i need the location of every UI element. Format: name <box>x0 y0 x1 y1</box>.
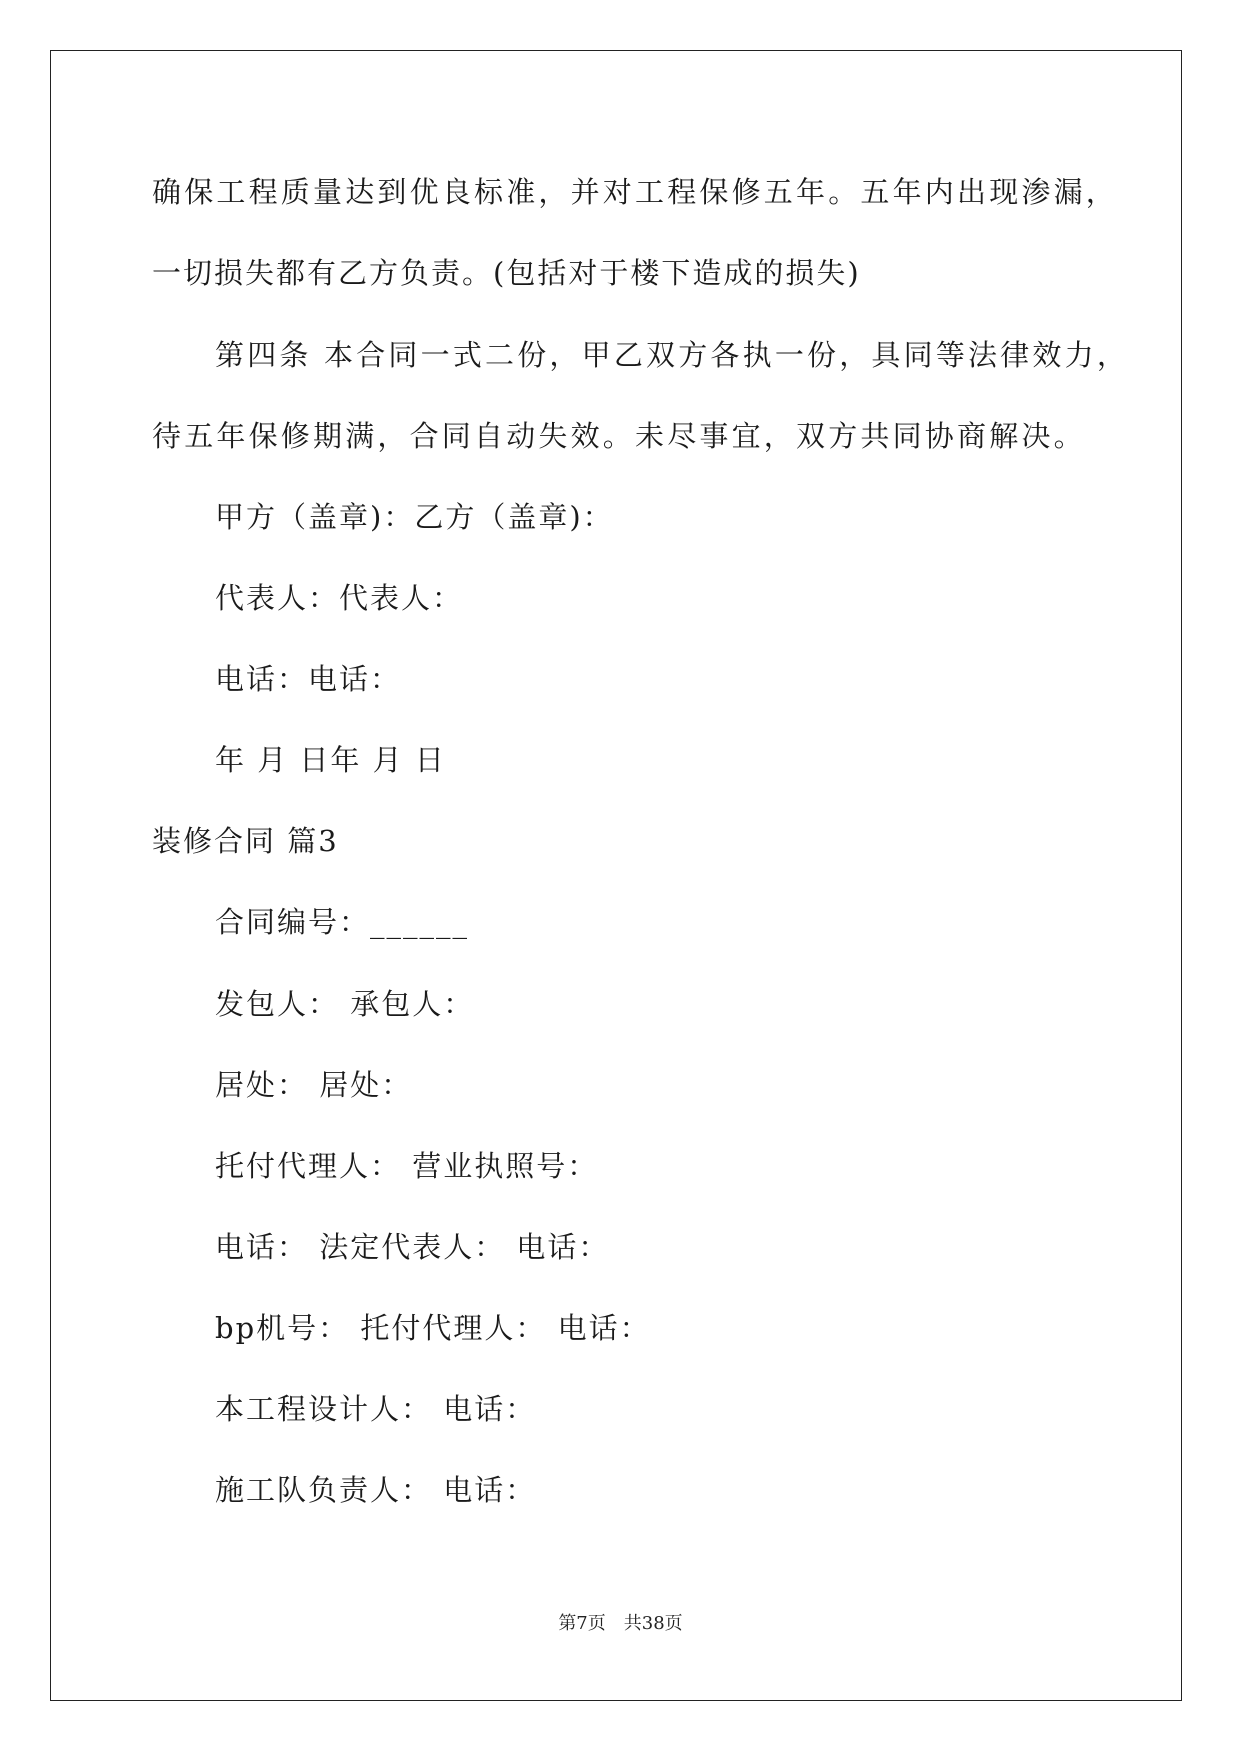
page-border <box>50 50 1182 1701</box>
body-text-line: 待五年保修期满，合同自动失效。未尽事宜，双方共同协商解决。 <box>152 419 1086 453</box>
contractor-line: 发包人： 承包人： <box>215 987 475 1021</box>
legal-rep-line: 电话： 法定代表人： 电话： <box>215 1230 610 1264</box>
contract-number-line: 合同编号：______ <box>215 905 470 939</box>
clause-four-text: 第四条 本合同一式二份，甲乙双方各执一份，具同等法律效力， <box>215 338 1130 372</box>
section-heading: 装修合同 篇3 <box>152 824 339 858</box>
representative-line: 代表人：代表人： <box>215 581 464 615</box>
designer-line: 本工程设计人： 电话： <box>215 1392 537 1426</box>
pager-line: bp机号： 托付代理人： 电话： <box>215 1311 651 1345</box>
party-seal-line: 甲方（盖章)：乙方（盖章)： <box>215 500 614 534</box>
body-text-line: 确保工程质量达到优良标准，并对工程保修五年。五年内出现渗漏， <box>152 175 1119 209</box>
residence-line: 居处： 居处： <box>215 1068 413 1102</box>
page-number-footer: 第7页 共38页 <box>558 1613 683 1634</box>
date-line: 年 月 日年 月 日 <box>215 743 446 777</box>
agent-license-line: 托付代理人： 营业执照号： <box>215 1149 599 1183</box>
body-text-line: 一切损失都有乙方负责。(包括对于楼下造成的损失) <box>152 256 861 290</box>
phone-line: 电话：电话： <box>215 662 402 696</box>
crew-leader-line: 施工队负责人： 电话： <box>215 1473 537 1507</box>
